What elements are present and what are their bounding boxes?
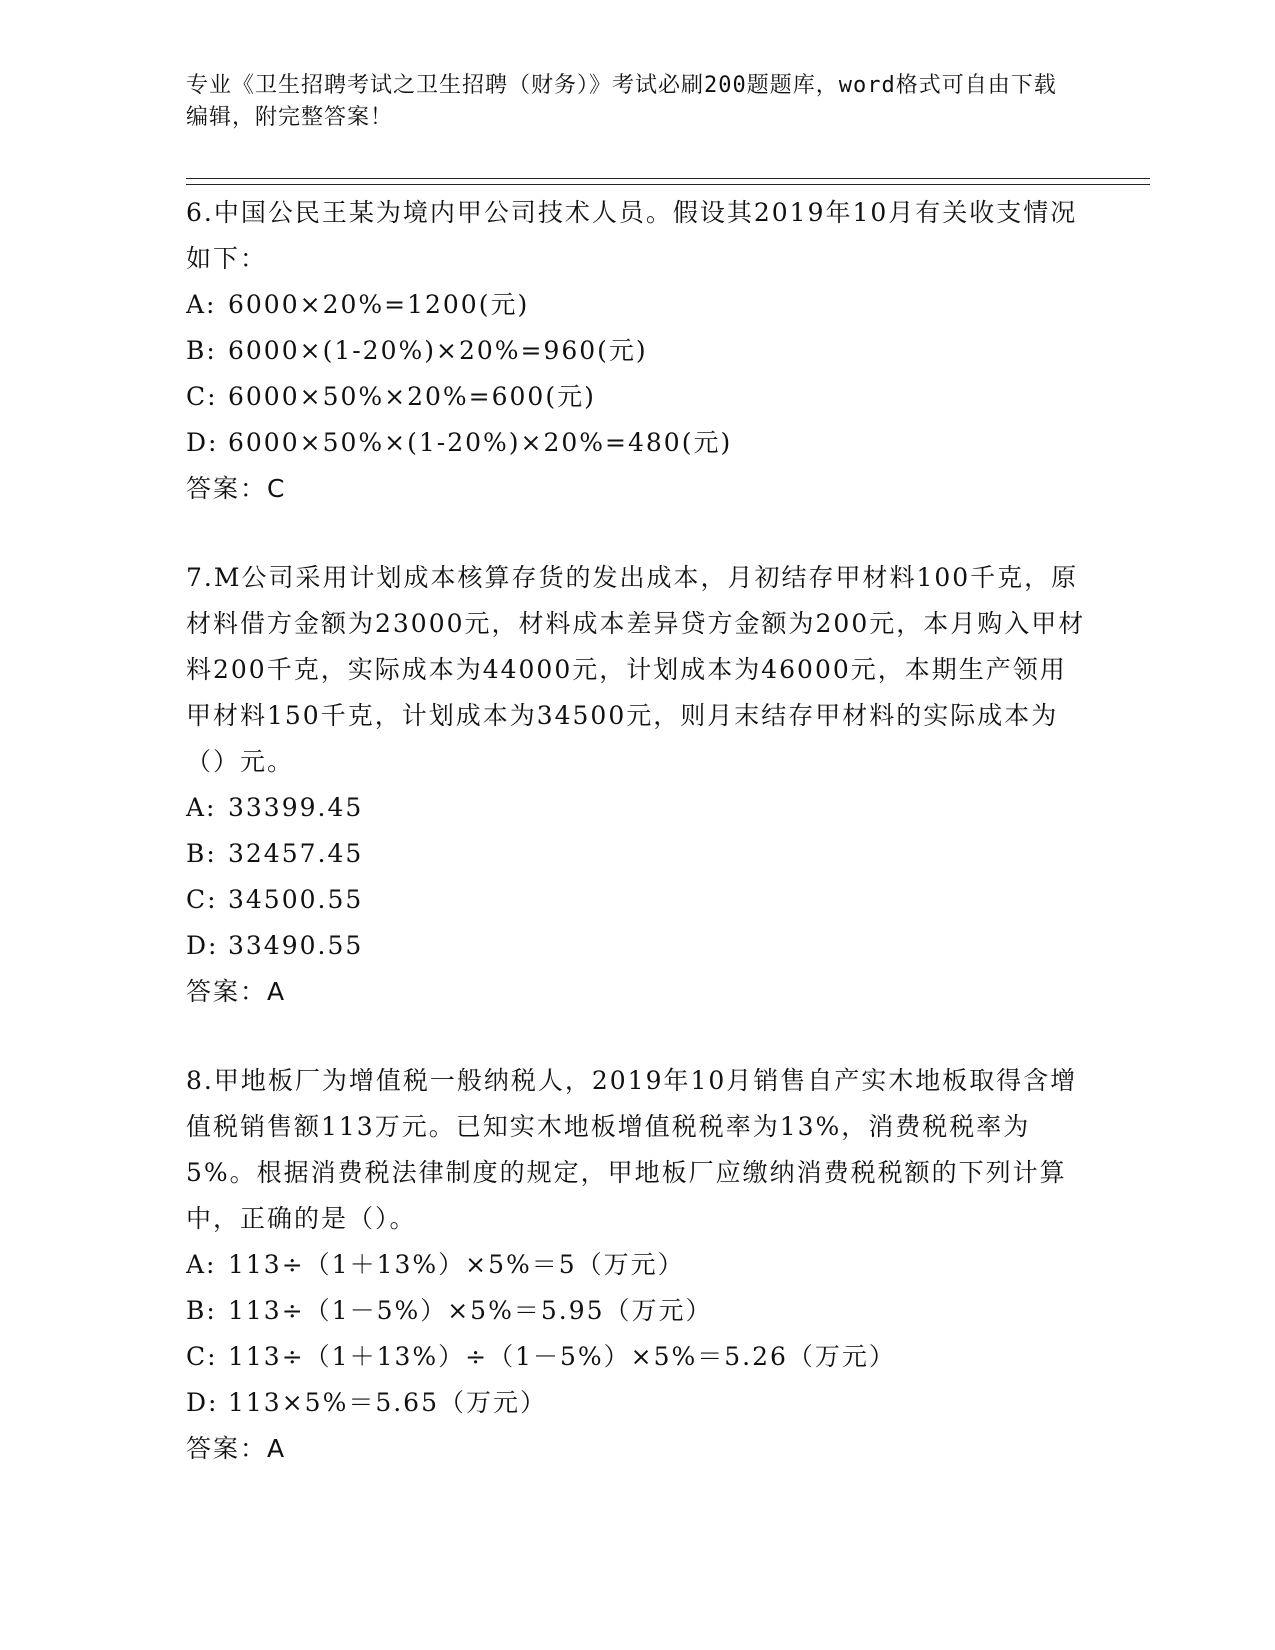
option-text: 113÷（1＋13%）÷（1－5%）×5%＝5.26（万元） [228, 1342, 896, 1371]
option-text: 33399.45 [228, 793, 364, 822]
option-d [186, 923, 1086, 969]
question-stem: 6.中国公民王某为境内甲公司技术人员。假设其2019年10月有关收支情况如下： [186, 198, 1078, 273]
answer-line: 答案：C [186, 474, 287, 503]
option-c [186, 1334, 1086, 1380]
option-letter: B: [186, 839, 217, 868]
option-text: 6000×20%=1200(元) [228, 290, 530, 319]
option-letter: D: [186, 931, 219, 960]
option-a [186, 282, 1086, 328]
option-letter: A: [186, 290, 217, 319]
header-divider-bottom [186, 184, 1150, 185]
header-divider-top [186, 178, 1150, 179]
option-text: 6000×50%×(1-20%)×20%=480(元) [228, 428, 733, 457]
option-letter: C: [186, 382, 218, 411]
answer-line: 答案：A [186, 977, 287, 1006]
option-letter: C: [186, 885, 218, 914]
option-text: 34500.55 [228, 885, 364, 914]
option-letter: C: [186, 1342, 218, 1371]
question-7 [186, 555, 1086, 1015]
answer-line: 答案：A [186, 1434, 287, 1463]
option-text: 6000×(1-20%)×20%=960(元) [228, 336, 648, 365]
option-text: 32457.45 [228, 839, 364, 868]
question-list [186, 190, 1086, 1515]
option-letter: D: [186, 1388, 219, 1417]
question-6 [186, 190, 1086, 512]
option-text: 113×5%＝5.65（万元） [228, 1388, 547, 1417]
question-8 [186, 1058, 1086, 1472]
option-b [186, 1288, 1086, 1334]
question-stem: 7.M公司采用计划成本核算存货的发出成本，月初结存甲材料100千克，原材料借方金额为23000元，材料成本差异贷方金额为200元，本月购入甲材料200千克，实际成本为44000元，计划成本为46000元，本期生产领用甲材料150千克，计划成本为34500元，则月末结存甲材料的实际成本为（）元。 [186, 563, 1086, 776]
option-a [186, 1242, 1086, 1288]
option-text: 113÷（1＋13%）×5%＝5（万元） [228, 1250, 685, 1279]
document-header: 专业《卫生招聘考试之卫生招聘（财务）》考试必刷200题题库，word格式可自由下载编辑，附完整答案！ [186, 73, 1057, 130]
option-c [186, 877, 1086, 923]
option-d [186, 1380, 1086, 1426]
option-letter: A: [186, 1250, 217, 1279]
option-letter: B: [186, 1296, 217, 1325]
question-stem: 8.甲地板厂为增值税一般纳税人，2019年10月销售自产实木地板取得含增值税销售额113万元。已知实木地板增值税税率为13%，消费税税率为5%。根据消费税法律制度的规定，甲地板厂应缴纳消费税税额的下列计算中，正确的是（）。 [186, 1066, 1078, 1233]
option-d [186, 420, 1086, 466]
option-letter: B: [186, 336, 217, 365]
option-text: 113÷（1－5%）×5%＝5.95（万元） [228, 1296, 713, 1325]
option-letter: A: [186, 793, 217, 822]
option-b [186, 831, 1086, 877]
option-a [186, 785, 1086, 831]
option-b [186, 328, 1086, 374]
option-text: 33490.55 [228, 931, 364, 960]
option-letter: D: [186, 428, 219, 457]
option-c [186, 374, 1086, 420]
option-text: 6000×50%×20%=600(元) [228, 382, 596, 411]
